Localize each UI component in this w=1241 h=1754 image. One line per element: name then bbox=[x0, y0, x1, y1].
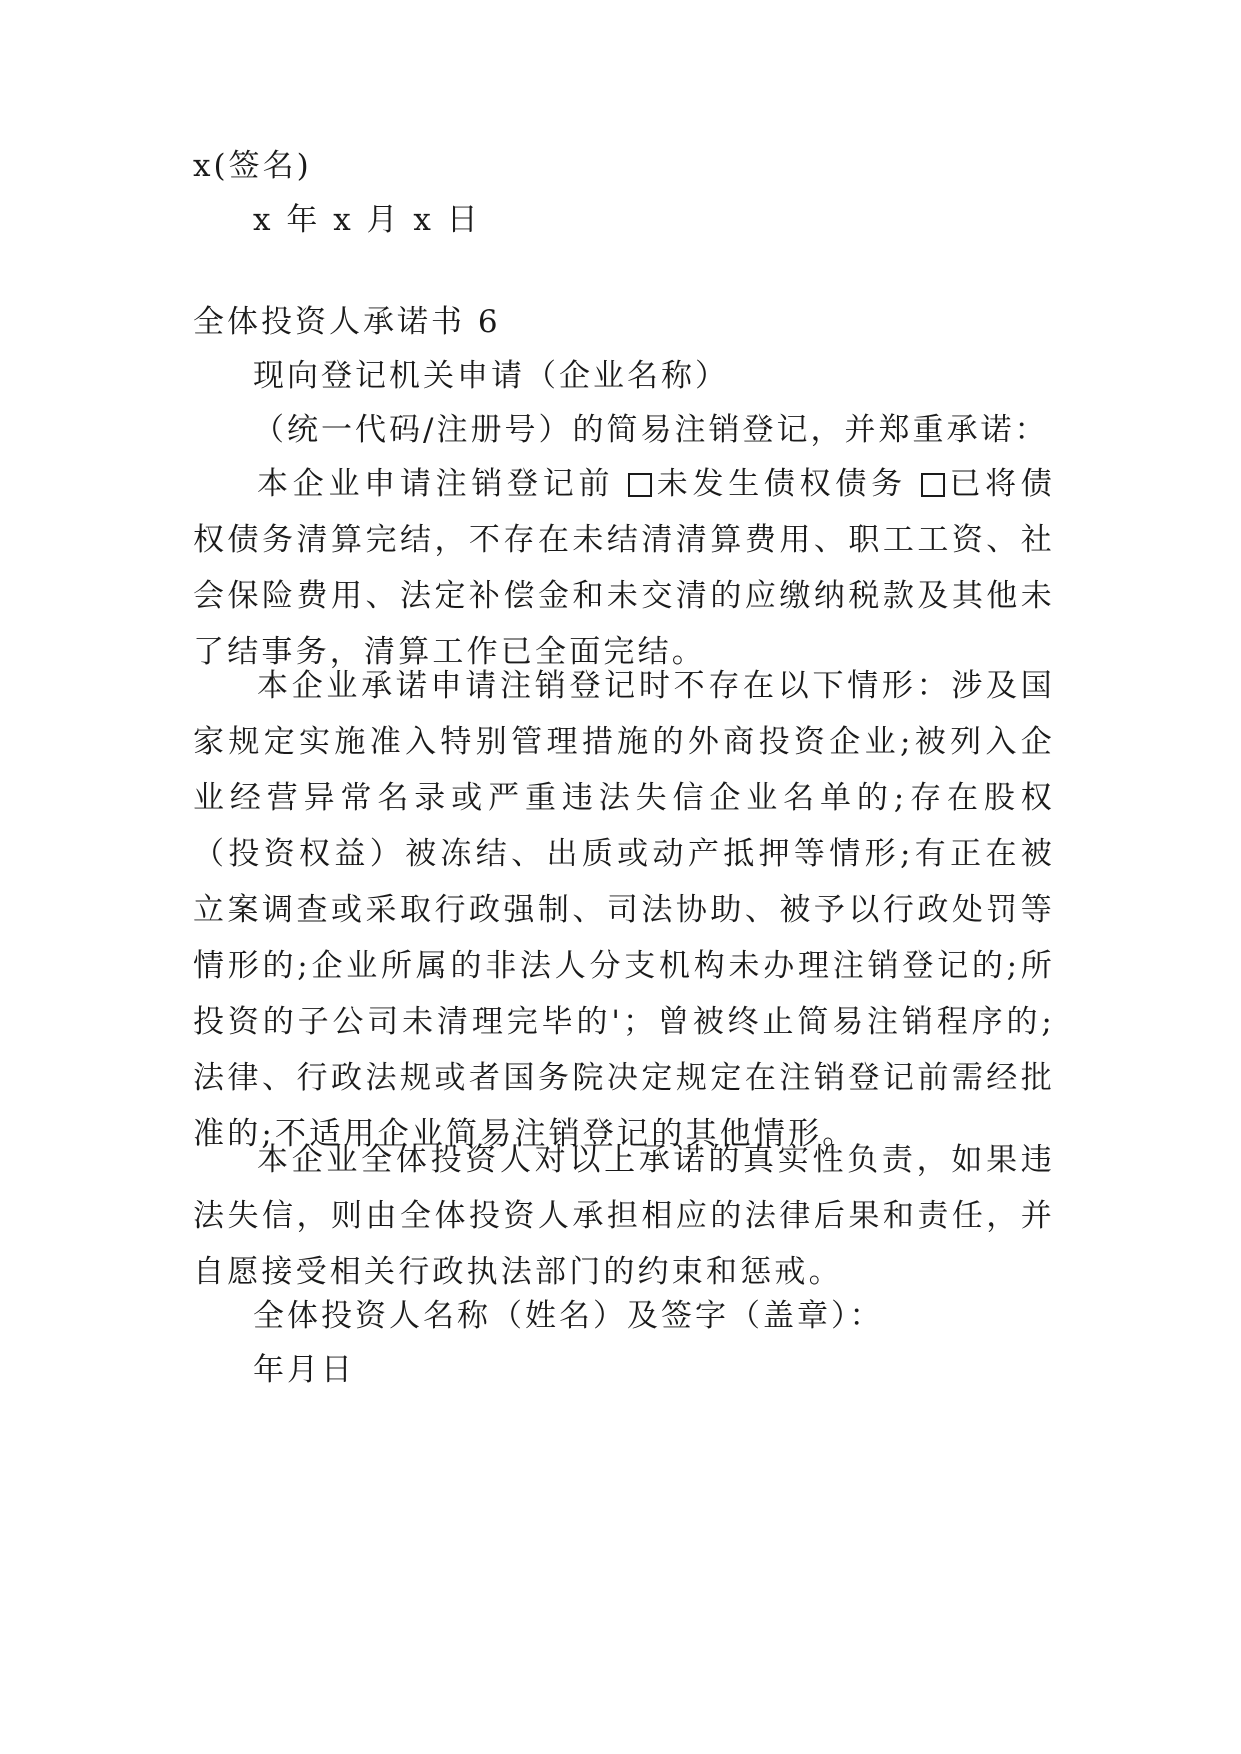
signature-line: x(签名) bbox=[193, 148, 312, 184]
checkbox-debts-settled[interactable] bbox=[921, 473, 945, 497]
document-title: 全体投资人承诺书 6 bbox=[193, 304, 501, 340]
paragraph-debts-lead: 本企业申请注销登记前 bbox=[257, 466, 615, 502]
apply-line: 现向登记机关申请（企业名称） bbox=[253, 358, 729, 394]
option-no-debts: 未发生债权债务 bbox=[655, 466, 907, 502]
code-line: （统一代码/注册号）的简易注销登记，并郑重承诺： bbox=[253, 412, 1049, 448]
date-bottom: 年月日 bbox=[253, 1352, 355, 1388]
paragraph-conditions: 本企业承诺申请注销登记时不存在以下情形：涉及国家规定实施准入特别管理措施的外商投资企业;被列入企业经营异常名录或严重违法失信企业名单的;存在股权（投资权益）被冻结、出质或动产抵押等情形;有正在被立案调查或采取行政强制、司法协助、被予以行政处罚等情形的;企业所属的非法人分支机构未办理注销登记的;所投资的子公司未清理完毕的'；曾被终止简易注销程序的;法律、行政法规或者国务院决定规定在注销登记前需经批准的;不适用企业简易注销登记的其他情形。 bbox=[193, 668, 1055, 1152]
checkbox-no-debts[interactable] bbox=[628, 473, 652, 497]
date-top: x 年 x 月 x 日 bbox=[253, 202, 481, 238]
sign-line: 全体投资人名称（姓名）及签字（盖章）： bbox=[253, 1298, 884, 1334]
paragraph-responsibility: 本企业全体投资人对以上承诺的真实性负责，如果违法失信，则由全体投资人承担相应的法律后果和责任，并自愿接受相关行政执法部门的约束和惩戒。 bbox=[193, 1142, 1055, 1290]
option-debts-settled: 已将债权债务清算完结，不存在未结清清算费用、职工工资、社会保险费用、法定补偿金和未交清的应缴纳税款及其他未了结事务，清算工作已全面完结。 bbox=[193, 466, 1055, 670]
paragraph-debts bbox=[193, 456, 1055, 680]
